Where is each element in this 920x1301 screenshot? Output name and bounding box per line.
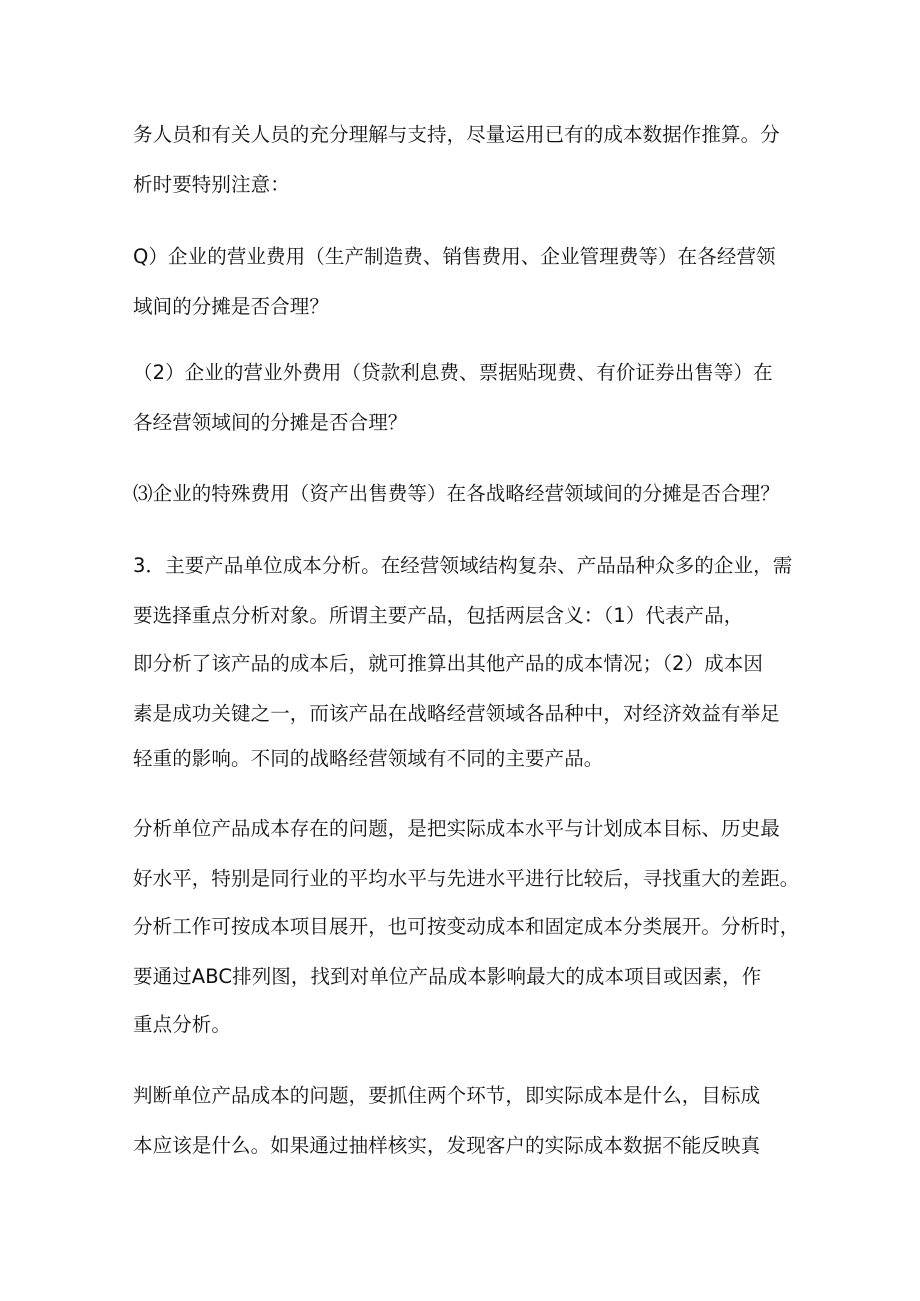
paragraph-6-line-5: 重点分析。	[133, 1013, 232, 1036]
paragraph-4-line-1: ⑶企业的特殊费用（资产出售费等）在各战略经营领域间的分摊是否合理？	[133, 482, 780, 505]
paragraph-6-line-4: 要通过ABC排列图，找到对单位产品成本影响最大的成本项目或因素，作	[133, 965, 762, 988]
paragraph-1-line-2: 析时要特别注意：	[133, 173, 290, 196]
paragraph-3-line-1: （2）企业的营业外费用（贷款利息费、票据贴现费、有价证券出售等）在	[133, 361, 773, 384]
paragraph-6-line-1: 分析单位产品成本存在的问题，是把实际成本水平与计划成本目标、历史最	[133, 817, 780, 840]
paragraph-6-line-3: 分析工作可按成本项目展开，也可按变动成本和固定成本分类展开。分析时，	[133, 915, 800, 938]
paragraph-6-line-2: 好水平，特别是同行业的平均水平与先进水平进行比较后，寻找重大的差距。	[133, 867, 800, 890]
paragraph-5-line-1: 3．主要产品单位成本分析。在经营领域结构复杂、产品品种众多的企业，需	[133, 554, 793, 577]
paragraph-7-line-1: 判断单位产品成本的问题，要抓住两个环节，即实际成本是什么，目标成	[133, 1084, 761, 1107]
paragraph-5-line-4: 素是成功关键之一，而该产品在战略经营领域各品种中，对经济效益有举足	[133, 702, 780, 725]
paragraph-3-line-2: 各经营领域间的分摊是否合理？	[133, 411, 408, 434]
paragraph-2-line-1: Q）企业的营业费用（生产制造费、销售费用、企业管理费等）在各经营领	[133, 245, 776, 268]
paragraph-2-line-2: 域间的分摊是否合理？	[133, 295, 330, 318]
paragraph-7-line-2: 本应该是什么。如果通过抽样核实，发现客户的实际成本数据不能反映真	[133, 1134, 761, 1157]
paragraph-5-line-2: 要选择重点分析对象。所谓主要产品，包括两层含义：（1）代表产品，	[133, 604, 744, 627]
paragraph-1-line-1: 务人员和有关人员的充分理解与支持，尽量运用已有的成本数据作推算。分	[133, 123, 780, 146]
paragraph-5-line-5: 轻重的影响。不同的战略经营领域有不同的主要产品。	[133, 747, 604, 770]
paragraph-5-line-3: 即分析了该产品的成本后，就可推算出其他产品的成本情况；（2）成本因	[133, 652, 763, 675]
